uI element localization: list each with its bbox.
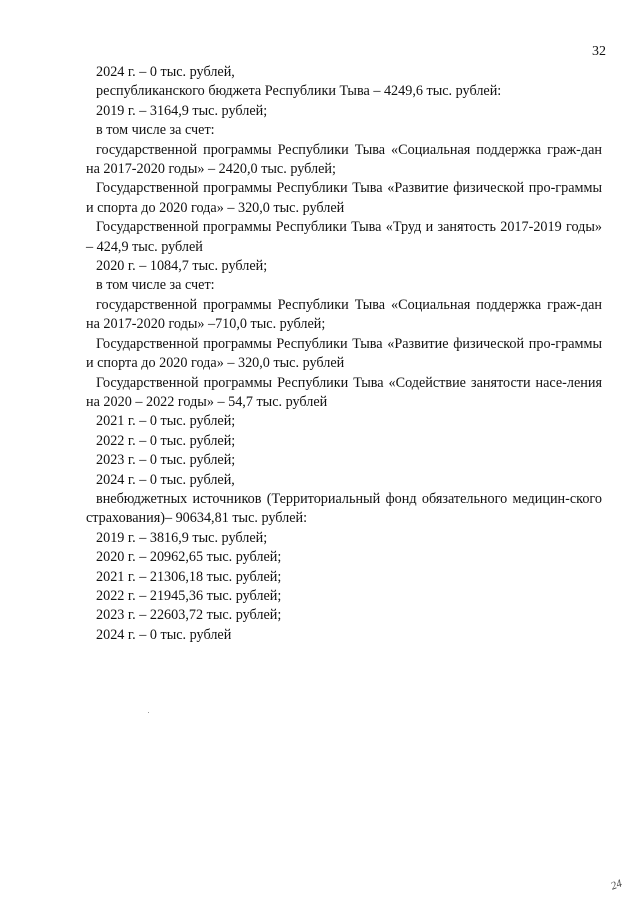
text-line: республиканского бюджета Республики Тыва – 4249,6 тыс. рублей: (96, 83, 502, 100)
text-line: 2022 г. – 21945,36 тыс. рублей; (96, 587, 282, 604)
paragraph: Государственной программы Республики Тыва «Развитие физической про-граммы и спорта до 2020 года» – 320,0 тыс. рублей (86, 335, 602, 372)
paragraph: государственной программы Республики Тыва «Социальная поддержка граж-дан на 2017-2020 годы» – 2420,0 тыс. рублей; (86, 141, 602, 178)
paragraph: Государственной программы Республики Тыва «Труд и занятость 2017-2019 годы» – 424,9 тыс. рублей (86, 219, 602, 255)
paragraph: Государственной программы Республики Тыва «Развитие физической про-граммы и спорта до 2020 года» – 320,0 тыс. рублей (86, 180, 602, 216)
text-line: 2023 г. – 22603,72 тыс. рублей; (96, 607, 282, 624)
text-line: 2019 г. – 3816,9 тыс. рублей; (96, 529, 268, 546)
text-line: 2020 г. – 20962,65 тыс. рублей; (96, 549, 282, 566)
text-line: 2024 г. – 0 тыс. рублей, (96, 64, 235, 80)
paragraph: государственной программы Республики Тыва «Социальная поддержка граж-дан на 2017-2020 годы» –710,0 тыс. рублей; (86, 296, 602, 333)
handwritten-mark: 24 (609, 877, 624, 893)
text-line: 2024 г. – 0 тыс. рублей (96, 626, 232, 643)
text-line: 2020 г. – 1084,7 тыс. рублей; (96, 258, 268, 275)
document-body (86, 63, 602, 645)
text-line: 2021 г. – 21306,18 тыс. рублей; (96, 568, 282, 585)
text-line: в том числе за счет: (96, 122, 215, 139)
paragraph: внебюджетных источников (Территориальный фонд обязательного медицин-ского страхования)– 90634,81 тыс. рублей: (86, 490, 602, 527)
text-line: в том числе за счет: (96, 277, 215, 294)
paragraph: Государственной программы Республики Тыва «Содействие занятости насе-ления на 2020 – 2022 годы» – 54,7 тыс. рублей (86, 374, 602, 410)
text-line: 2019 г. – 3164,9 тыс. рублей; (96, 102, 268, 119)
scan-speck (148, 712, 149, 713)
page-number: 32 (592, 44, 606, 59)
text-line: 2024 г. – 0 тыс. рублей, (96, 471, 235, 488)
text-line: 2022 г. – 0 тыс. рублей; (96, 432, 236, 449)
text-line: 2023 г. – 0 тыс. рублей; (96, 452, 236, 469)
text-line: 2021 г. – 0 тыс. рублей; (96, 413, 236, 430)
